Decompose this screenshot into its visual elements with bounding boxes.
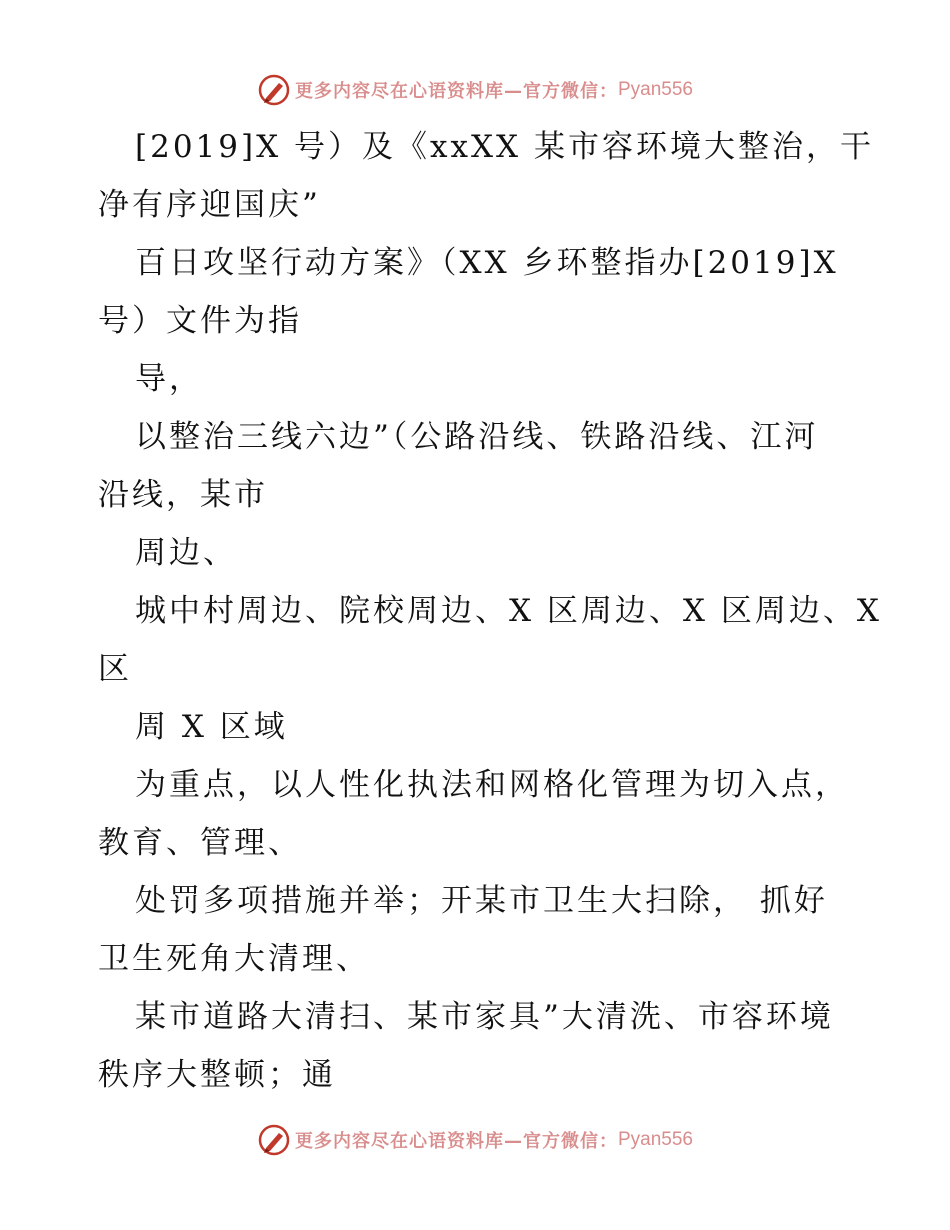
text-line: 某市道路大清扫、某市家具”大清洗、市容环境 (135, 999, 834, 1035)
footer-watermark (0, 1120, 950, 1160)
watermark-text: 更多内容尽在心语资料库—官方微信： (294, 1131, 618, 1152)
text-line: 百日攻坚行动方案》（XX 乡环整指办[2019]X (135, 245, 839, 281)
pen-logo-icon (257, 73, 291, 107)
text-line: 导， (135, 361, 203, 397)
watermark-account: Pyan556 (617, 1129, 693, 1150)
text-line: 周边、 (135, 535, 237, 571)
text-line: 以整治三线六边”（公路沿线、铁路沿线、江河 (135, 419, 819, 455)
text-line: 周 X 区域 (135, 709, 288, 745)
text-line: 卫生死角大清理、 (98, 941, 370, 977)
text-line: 号）文件为指 (98, 303, 302, 339)
text-line: 秩序大整顿；通 (98, 1057, 336, 1093)
watermark-account: Pyan556 (617, 79, 693, 100)
text-line: 处罚多项措施并举；开某市卫生大扫除， 抓好 (135, 883, 828, 919)
pen-logo-icon (257, 1123, 291, 1157)
header-watermark (0, 70, 950, 110)
text-line: 为重点，以人性化执法和网格化管理为切入点， (135, 767, 849, 803)
text-line: 城中村周边、院校周边、X 区周边、X 区周边、X (135, 593, 882, 629)
text-line: 净有序迎国庆” (98, 187, 321, 223)
text-line: 区 (98, 651, 132, 687)
document-body (98, 118, 882, 1104)
text-line: 教育、管理、 (98, 825, 302, 861)
watermark-text: 更多内容尽在心语资料库—官方微信： (294, 81, 618, 102)
text-line: 沿线，某市 (98, 477, 268, 513)
text-line: [2019]X 号）及《xxXX 某市容环境大整治，干 (135, 129, 874, 165)
